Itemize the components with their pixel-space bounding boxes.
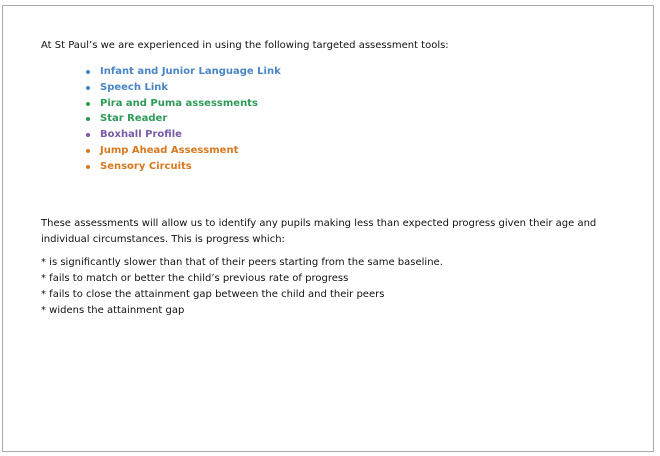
criteria-item: * fails to close the attainment gap between the child and their peers [41,289,385,300]
bullet-icon [86,70,90,74]
list-item [86,143,281,159]
list-item [86,111,281,127]
progress-criteria-list [41,255,443,319]
tool-label: Star Reader [100,113,168,125]
tool-label: Sensory Circuits [100,160,192,172]
bullet-icon [86,102,90,106]
tool-label: Boxhall Profile [100,129,182,141]
bullet-icon [86,86,90,90]
criteria-item: * fails to match or better the child’s previous rate of progress [41,273,349,284]
list-item [86,64,281,80]
tool-label: Jump Ahead Assessment [100,144,239,156]
tool-label: Pira and Puma assessments [100,97,258,109]
list-item [86,80,281,96]
bullet-icon [86,149,90,153]
bullet-icon [86,117,90,121]
list-item [86,159,281,175]
intro-text: At St Paul’s we are experienced in using the following targeted assessment tools: [41,40,449,51]
tool-label: Speech Link [100,81,169,93]
tool-label: Infant and Junior Language Link [100,66,281,77]
bullet-icon [86,165,90,169]
criteria-item: * widens the attainment gap [41,305,185,316]
list-item [86,96,281,112]
criteria-item: * is significantly slower than that of their peers starting from the same baseline. [41,257,443,268]
progress-paragraph: These assessments will allow us to identify any pupils making less than expected progress given their age and individual circumstances. This is progress which: [41,218,597,245]
bullet-icon [86,133,90,137]
assessment-tools-list [86,64,281,175]
list-item [86,127,281,143]
